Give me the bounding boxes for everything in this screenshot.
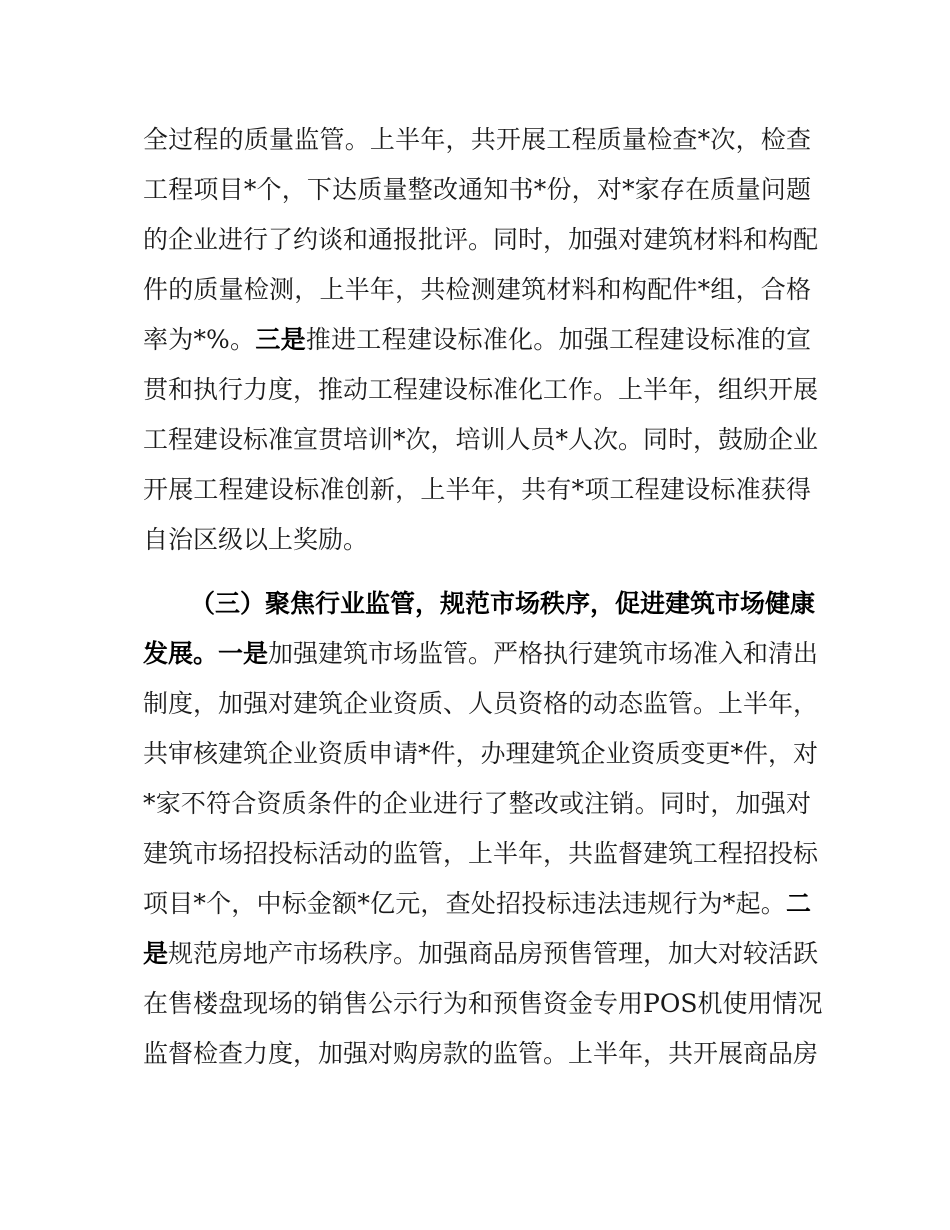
paragraph-line: 开展工程建设标准创新，上半年，共有*项工程建设标准获得	[143, 475, 811, 504]
paragraph-line: 率为*%。三是推进工程建设标准化。加强工程建设标准的宣	[143, 325, 811, 354]
paragraph-line: *家不符合资质条件的企业进行了整改或注销。同时，加强对	[143, 789, 811, 818]
bold-lead-text: 三是	[255, 325, 306, 354]
bold-lead-text: 发展。一是	[143, 639, 269, 668]
paragraph-line: 件的质量检测，上半年，共检测建筑材料和构配件*组，合格	[143, 275, 811, 304]
paragraph-line: 工程项目*个，下达质量整改通知书*份，对*家存在质量问题	[143, 175, 811, 204]
paragraph-line: 工程建设标准宣贯培训*次，培训人员*人次。同时，鼓励企业	[143, 425, 819, 454]
paragraph-line: 建筑市场招投标活动的监管，上半年，共监督建筑工程招投标	[143, 839, 819, 868]
paragraph-line: 全过程的质量监管。上半年，共开展工程质量检查*次，检查	[143, 125, 811, 154]
bold-lead-text: 二	[785, 889, 811, 918]
paragraph-line: 项目*个，中标金额*亿元，查处招投标违法违规行为*起。二	[143, 889, 811, 918]
paragraph-line: 制度，加强对建筑企业资质、人员资格的动态监管。上半年，	[143, 689, 819, 718]
bold-lead-text: 是	[143, 939, 169, 968]
paragraph-line: 共审核建筑企业资质申请*件，办理建筑企业资质变更*件，对	[143, 739, 819, 768]
paragraph-line: 发展。一是加强建筑市场监管。严格执行建筑市场准入和清出	[143, 639, 819, 668]
paragraph-line: 自治区级以上奖励。	[143, 525, 369, 554]
paragraph-line: 的企业进行了约谈和通报批评。同时，加强对建筑材料和构配	[143, 225, 819, 254]
paragraph-line: 是规范房地产市场秩序。加强商品房预售管理，加大对较活跃	[143, 939, 819, 968]
paragraph-line: 贯和执行力度，推动工程建设标准化工作。上半年，组织开展	[143, 375, 819, 404]
section-heading: （三）聚焦行业监管，规范市场秩序，促进建筑市场健康	[190, 589, 816, 618]
paragraph-line: 在售楼盘现场的销售公示行为和预售资金专用POS机使用情况	[143, 989, 823, 1018]
paragraph-line: 监督检查力度，加强对购房款的监管。上半年，共开展商品房	[143, 1039, 819, 1068]
